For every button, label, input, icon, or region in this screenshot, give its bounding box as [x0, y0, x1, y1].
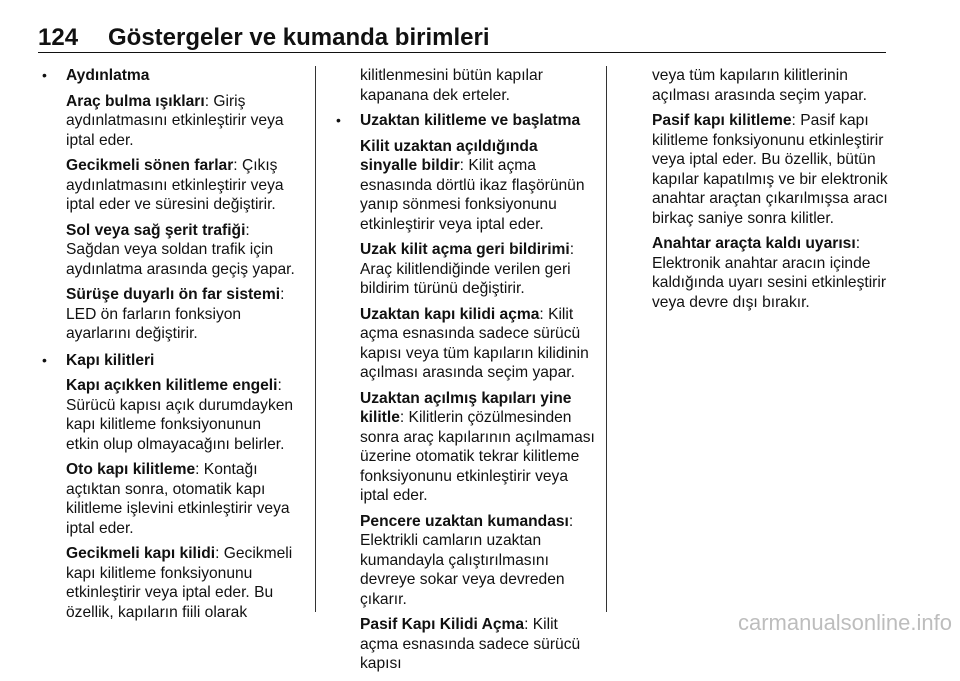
entry-term: Araç bulma ışıkları	[66, 92, 205, 110]
entry-text: : Sağdan veya soldan trafik için aydınlatma arasında geçiş yapar.	[66, 221, 295, 278]
entry	[66, 285, 298, 344]
entry-term: Pasif kapı kilitleme	[652, 112, 792, 129]
entry-term: Pasif Kapı Kilidi Açma	[360, 616, 525, 633]
entry	[66, 544, 298, 622]
page-number: 124	[38, 24, 79, 51]
entry-term: Uzak kilit açma geri bildirimi	[360, 241, 570, 258]
section-door-locks	[40, 351, 298, 623]
entry-term: Pencere uzaktan kumandası	[360, 512, 569, 530]
entry	[66, 460, 298, 538]
bullet-icon: •	[336, 112, 341, 128]
entry-text: : Gecikmeli kapı kilitleme fonksiyonunu etkinleştirir veya iptal eder. Bu özellik, kapıların fiili olarak	[66, 545, 293, 621]
entry	[66, 221, 298, 280]
entry	[360, 512, 596, 610]
entry	[652, 234, 900, 312]
column-3	[652, 66, 900, 318]
watermark: carmanualsonline.info	[737, 610, 952, 635]
entry-term: Kilit uzaktan açıldığında sinyalle bildir	[360, 137, 538, 174]
entry	[360, 615, 596, 674]
entry-term: Gecikmeli sönen farlar	[66, 157, 234, 174]
column-2	[334, 66, 596, 681]
column-divider-1	[315, 66, 316, 612]
bullet-icon: •	[42, 67, 47, 83]
section-lighting	[40, 66, 298, 344]
entry-text: : Kilit açma esnasında sadece sürücü kapısı veya tüm kapıların kilidinin açılması arasında seçim yapar.	[360, 305, 589, 381]
section-title: Kapı kilitleri	[66, 351, 155, 369]
entry-text: : Kontağı açtıktan sonra, otomatik kapı kilitleme işlevini etkinleştirir veya iptal eder.	[66, 461, 290, 537]
entry-text: : Elektronik anahtar aracın içinde kaldığında uyarı sesini etkinleştirir veya devre dışı bırakır.	[652, 235, 887, 311]
entry	[360, 305, 596, 383]
entry-text: : Çıkış aydınlatmasını etkinleştirir veya iptal eder ve süresini değiştirir.	[66, 157, 284, 213]
entry	[652, 111, 900, 228]
entry-text: : Kilitlerin çözülmesinden sonra araç kapılarının açılmaması üzerine otomatik tekrar kilitleme fonksiyonunu etkinleştirir veya iptal eder.	[360, 409, 595, 504]
continued-text: kilitlenmesini bütün kapılar kapanana dek erteler.	[360, 67, 543, 104]
entry	[360, 240, 596, 299]
entry-term: Kapı açıkken kilitleme engeli	[66, 377, 278, 394]
entry-text: : Kilit açma esnasında dörtlü ikaz flaşörünün yanıp sönmesi fonksiyonunu etkinleştirir veya iptal eder.	[360, 157, 585, 233]
page-title: Göstergeler ve kumanda birimleri	[108, 24, 490, 51]
page-header	[38, 24, 886, 53]
entry-term: Oto kapı kilitleme	[66, 461, 196, 478]
entry-text: : Araç kilitlendiğinde verilen geri bildirim türünü değiştirir.	[360, 241, 575, 297]
section-title: Aydınlatma	[66, 67, 150, 84]
entry-term: Uzaktan kapı kilidi açma	[360, 305, 540, 323]
entry-text: : Elektrikli camların uzaktan kumandayla çalıştırılmasını devreye sokar veya devreden çıkarır.	[360, 512, 574, 608]
entry-term: Anahtar araçta kaldı uyarısı	[652, 235, 856, 252]
entry-term: Sol veya sağ şerit trafiği	[66, 221, 246, 239]
entry	[66, 92, 298, 151]
entry	[360, 137, 596, 235]
section-title: Uzaktan kilitleme ve başlatma	[360, 112, 581, 129]
entry-term: Uzaktan açılmış kapıları yine kilitle	[360, 389, 572, 426]
section-remote-locking	[334, 111, 596, 674]
entry-text: : Giriş aydınlatmasını etkinleştirir veya iptal eder.	[66, 92, 284, 149]
entry-term: Sürüşe duyarlı ön far sistemi	[66, 286, 281, 303]
column-divider-2	[606, 66, 607, 612]
entry-text: : Pasif kapı kilitleme fonksiyonunu etkinleştirir veya iptal eder. Bu özellik, bütün kapılar kapatılmış ve bir elektronik anahtar araçtan çıkarılmışsa aracı birkaç saniye sonra kilitler.	[652, 112, 888, 227]
entry-term: Gecikmeli kapı kilidi	[66, 545, 216, 562]
entry	[66, 376, 298, 454]
entry-text: : Kilit açma esnasında sadece sürücü kapısı	[360, 616, 581, 672]
entry	[66, 156, 298, 215]
continued-text: veya tüm kapıların kilitlerinin açılması arasında seçim yapar.	[652, 67, 867, 104]
entry-text: : Sürücü kapısı açık durumdayken kapı kilitleme fonksiyonunun etkin olup olmayacağını belirler.	[66, 377, 294, 453]
bullet-icon: •	[42, 351, 47, 368]
entry	[360, 389, 596, 506]
column-1	[40, 66, 298, 629]
entry-text: : LED ön farların fonksiyon ayarlarını değiştirir.	[66, 286, 285, 342]
